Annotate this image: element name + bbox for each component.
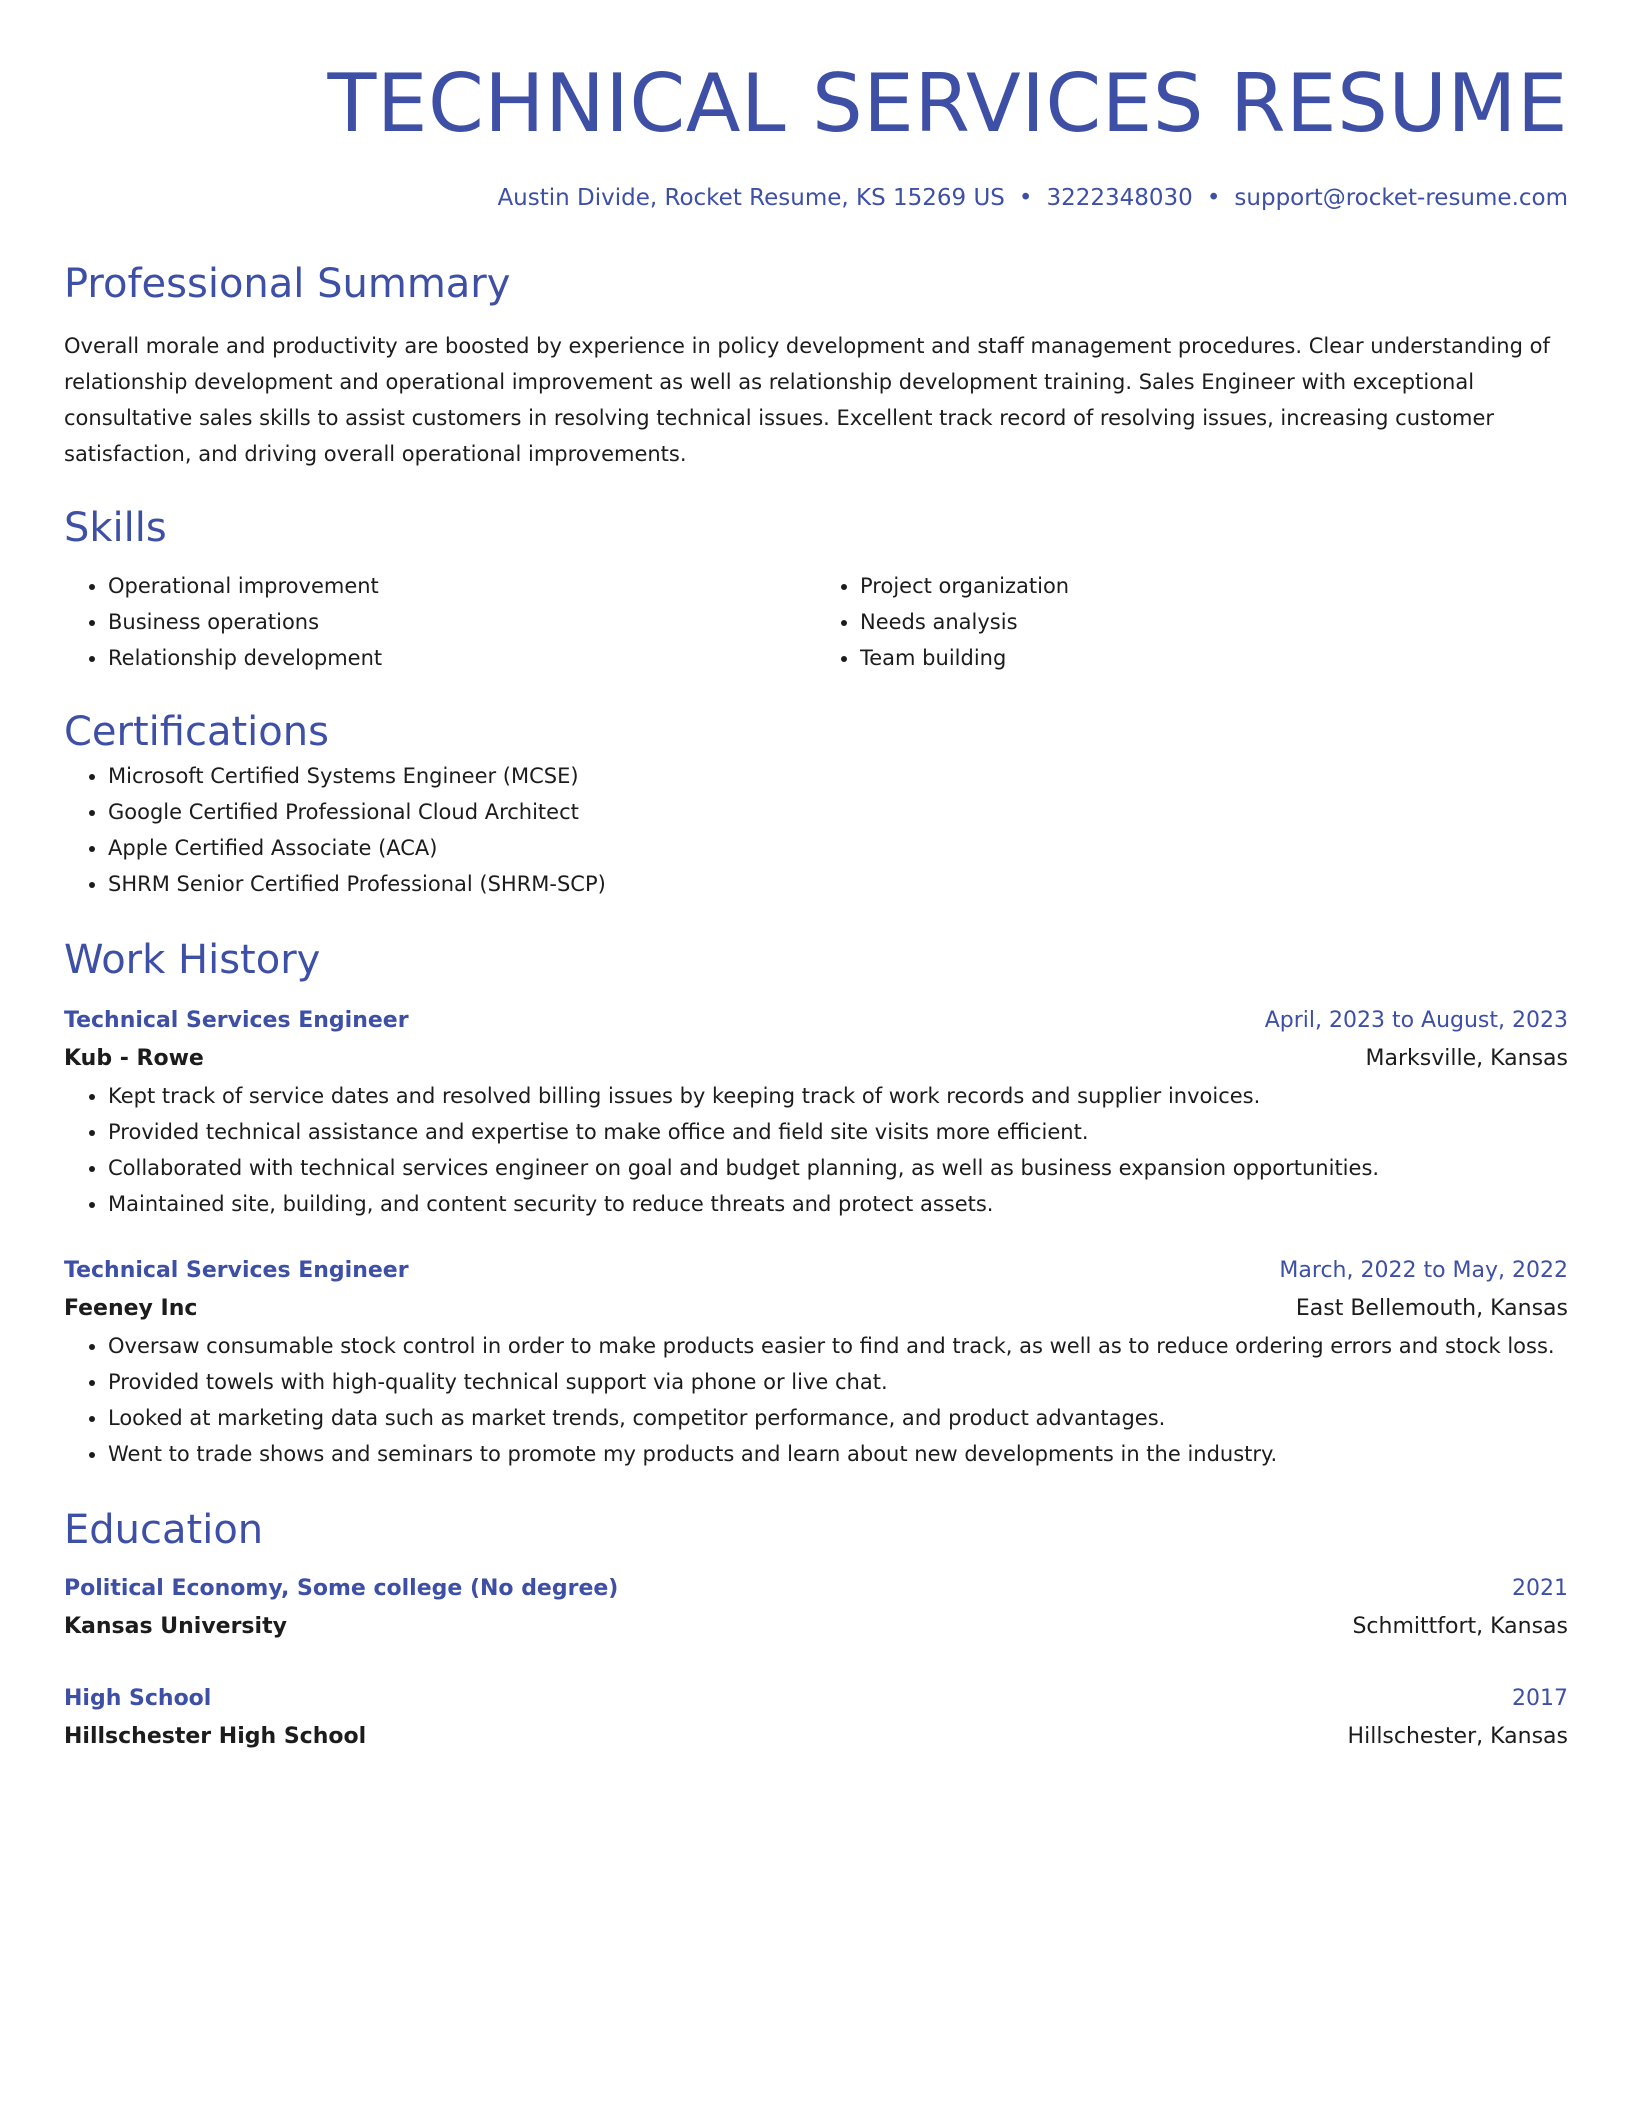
education-school-row xyxy=(64,1608,1568,1646)
skill-item: • Team building xyxy=(860,640,1568,676)
job-bullet: • Went to trade shows and seminars to promote my products and learn about new developments in the industry. xyxy=(108,1436,1568,1472)
summary-text: Overall morale and productivity are boosted by experience in policy development and staff management procedures. Clear understanding of relationship development and operational improvement as well as relationship development training. Sales Engineer with exceptional consultative sales skills to assist customers in resolving technical issues. Excellent track record of resolving issues, increasing customer satisfaction, and driving overall operational improvements. xyxy=(64,334,1550,466)
contact-separator: • xyxy=(1206,185,1221,211)
certification-item: • Google Certified Professional Cloud Architect xyxy=(108,794,1568,830)
job-bullet: • Provided technical assistance and expertise to make office and field site visits more efficient. xyxy=(108,1114,1568,1150)
job-bullet: • Kept track of service dates and resolved billing issues by keeping track of work records and supplier invoices. xyxy=(108,1078,1568,1114)
work-history-heading: Work History xyxy=(64,937,321,983)
job-bullet: • Oversaw consumable stock control in order to make products easier to find and track, as well as to reduce ordering errors and stock loss. xyxy=(108,1328,1568,1364)
job-header-row xyxy=(64,1002,1568,1040)
job-dates: April, 2023 to August, 2023 xyxy=(1264,1008,1568,1033)
certification-item: • SHRM Senior Certified Professional (SHRM-SCP) xyxy=(108,866,1568,902)
education-location: Hillschester, Kansas xyxy=(1347,1724,1568,1749)
contact-line xyxy=(64,182,1568,214)
job-bullets xyxy=(64,1078,1568,1222)
skills-heading: Skills xyxy=(64,505,167,551)
education-year: 2017 xyxy=(1512,1686,1568,1711)
job-location: Marksville, Kansas xyxy=(1365,1046,1568,1071)
skill-item: • Operational improvement xyxy=(108,568,816,604)
education-entry xyxy=(64,1680,1568,1756)
contact-address: Austin Divide, Rocket Resume, KS 15269 US xyxy=(497,185,1005,211)
education-location: Schmittfort, Kansas xyxy=(1352,1614,1568,1639)
job-company-row xyxy=(64,1290,1568,1328)
education-entry xyxy=(64,1570,1568,1646)
education-degree: High School xyxy=(64,1686,212,1711)
education-header-row xyxy=(64,1680,1568,1718)
job-company-row xyxy=(64,1040,1568,1078)
education-degree: Political Economy, Some college (No degree) xyxy=(64,1576,619,1601)
certification-item: • Apple Certified Associate (ACA) xyxy=(108,830,1568,866)
skills-grid xyxy=(64,568,1568,676)
certifications-list xyxy=(64,758,1568,902)
certifications-heading: Certifications xyxy=(64,709,329,755)
education-school: Kansas University xyxy=(64,1614,287,1639)
job-title: Technical Services Engineer xyxy=(64,1258,409,1283)
contact-email[interactable]: support@rocket-resume.com xyxy=(1234,185,1568,211)
skills-list-left xyxy=(64,568,816,676)
skill-item: • Relationship development xyxy=(108,640,816,676)
education-school-row xyxy=(64,1718,1568,1756)
job-bullet: • Provided towels with high-quality technical support via phone or live chat. xyxy=(108,1364,1568,1400)
education-header-row xyxy=(64,1570,1568,1608)
job-bullet: • Maintained site, building, and content security to reduce threats and protect assets. xyxy=(108,1186,1568,1222)
job-dates: March, 2022 to May, 2022 xyxy=(1279,1258,1568,1283)
job-bullet: • Looked at marketing data such as market trends, competitor performance, and product advantages. xyxy=(108,1400,1568,1436)
job-bullet: • Collaborated with technical services engineer on goal and budget planning, as well as business expansion opportunities. xyxy=(108,1150,1568,1186)
summary-heading: Professional Summary xyxy=(64,261,511,307)
job-company: Feeney Inc xyxy=(64,1296,198,1321)
certification-item: • Microsoft Certified Systems Engineer (MCSE) xyxy=(108,758,1568,794)
skill-item: • Project organization xyxy=(860,568,1568,604)
job-title: Technical Services Engineer xyxy=(64,1008,409,1033)
education-heading: Education xyxy=(64,1507,264,1553)
skills-list-right xyxy=(816,568,1568,676)
contact-separator: • xyxy=(1018,185,1033,211)
contact-phone: 3222348030 xyxy=(1046,185,1193,211)
skills-column-left xyxy=(64,568,816,676)
resume-title: TECHNICAL SERVICES RESUME xyxy=(327,57,1568,150)
job-company: Kub - Rowe xyxy=(64,1046,204,1071)
education-year: 2021 xyxy=(1512,1576,1568,1601)
job-entry xyxy=(64,1002,1568,1222)
skill-item: • Business operations xyxy=(108,604,816,640)
job-bullets xyxy=(64,1328,1568,1472)
skills-column-right xyxy=(816,568,1568,676)
job-header-row xyxy=(64,1252,1568,1290)
education-school: Hillschester High School xyxy=(64,1724,367,1749)
job-entry xyxy=(64,1252,1568,1472)
job-location: East Bellemouth, Kansas xyxy=(1295,1296,1568,1321)
skill-item: • Needs analysis xyxy=(860,604,1568,640)
